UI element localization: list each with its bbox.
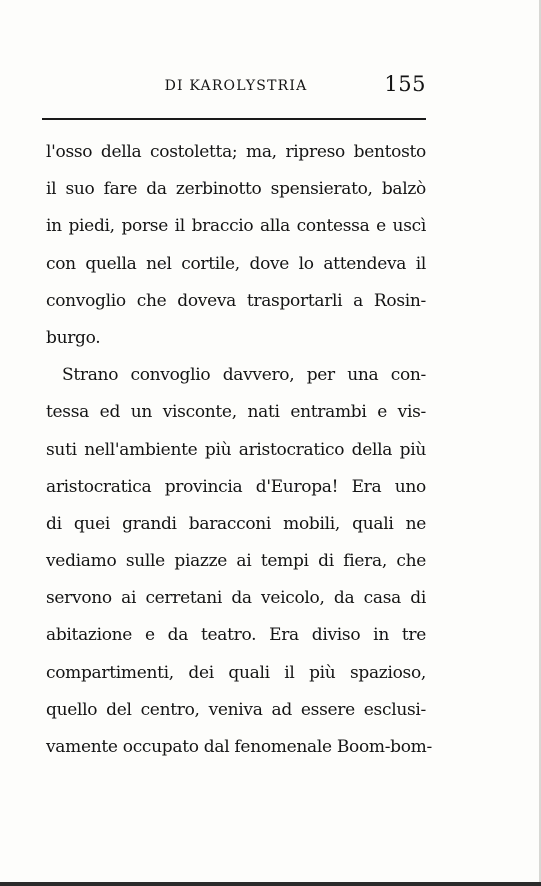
text-line: con quella nel cortile, dove lo attendeva il <box>46 253 426 274</box>
header-rule <box>42 118 426 120</box>
text-line: tessa ed un visconte, nati entrambi e vis- <box>46 402 426 423</box>
text-line: servono ai cerretani da veicolo, da casa di <box>46 588 426 609</box>
text-line: aristocratica provincia d'Europa! Era uno <box>46 476 426 497</box>
text-line: abitazione e da teatro. Era diviso in tre <box>46 625 426 646</box>
text-line: Strano convoglio davvero, per una con- <box>62 365 426 386</box>
page-header <box>46 72 426 102</box>
text-line: in piedi, porse il braccio alla contessa e uscì <box>46 216 426 237</box>
page-number: 155 <box>384 72 426 96</box>
text-line: quello del centro, veniva ad essere esclusi- <box>46 699 426 720</box>
body-text <box>46 134 432 766</box>
running-title: DI KAROLYSTRIA <box>164 78 308 94</box>
text-line: burgo. <box>46 327 101 348</box>
text-line: vamente occupato dal fenomenale Boom-bom- <box>46 737 432 757</box>
text-line: compartimenti, dei quali il più spazioso, <box>46 662 426 683</box>
page-bottom-edge <box>0 882 541 886</box>
text-line: di quei grandi baracconi mobili, quali ne <box>46 513 426 534</box>
text-line: il suo fare da zerbinotto spensierato, balzò <box>46 179 426 200</box>
text-line: convoglio che doveva trasportarli a Rosin- <box>46 290 426 311</box>
text-line: vediamo sulle piazze ai tempi di fiera, che <box>46 551 426 572</box>
text-line: suti nell'ambiente più aristocratico della più <box>46 439 426 460</box>
text-line: l'osso della costoletta; ma, ripreso bentosto <box>46 142 426 162</box>
